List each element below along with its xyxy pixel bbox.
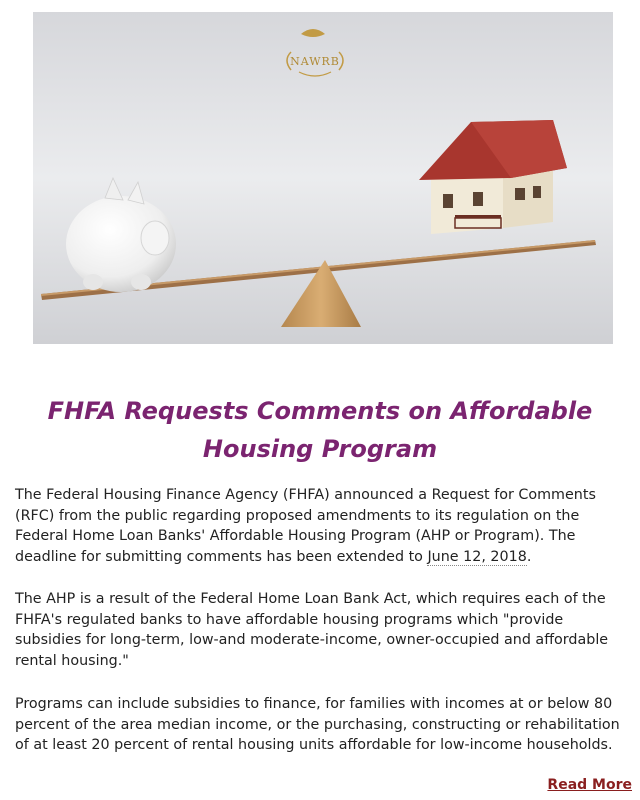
paragraph-1-end: . — [526, 548, 532, 565]
paragraph-1 — [15, 485, 633, 567]
paragraph-3: Programs can include subsidies to finance, for families with incomes at or below 80 percent of the area median income, or the purchasing, constructing or rehabilitation of at least 20 percent of rental housing units affordable for low-income households. — [15, 696, 620, 753]
article-title: FHFA Requests Comments on Affordable Housing Program — [47, 397, 593, 463]
read-more-link[interactable]: Read More — [547, 777, 632, 793]
svg-text:NAWRB: NAWRB — [290, 55, 340, 68]
paragraph-2: The AHP is a result of the Federal Home Loan Bank Act, which requires each of the FHFA's regulated banks to have affordable housing programs which "provide subsidies for long-term, low-and moderate-income, owner-occupied and affordable rental housing." — [15, 591, 609, 669]
hero-image — [33, 12, 613, 344]
seesaw-illustration — [33, 12, 613, 344]
deadline-date: June 12, 2018 — [427, 548, 527, 565]
paragraph-1-text: The Federal Housing Finance Agency (FHFA) announced a Request for Comments (RFC) from the public regarding proposed amendments to its regulation on the Federal Home Loan Banks' Affordable Housing Program (AHP or Program). The deadline for submitting comments has been extended to — [15, 487, 596, 565]
